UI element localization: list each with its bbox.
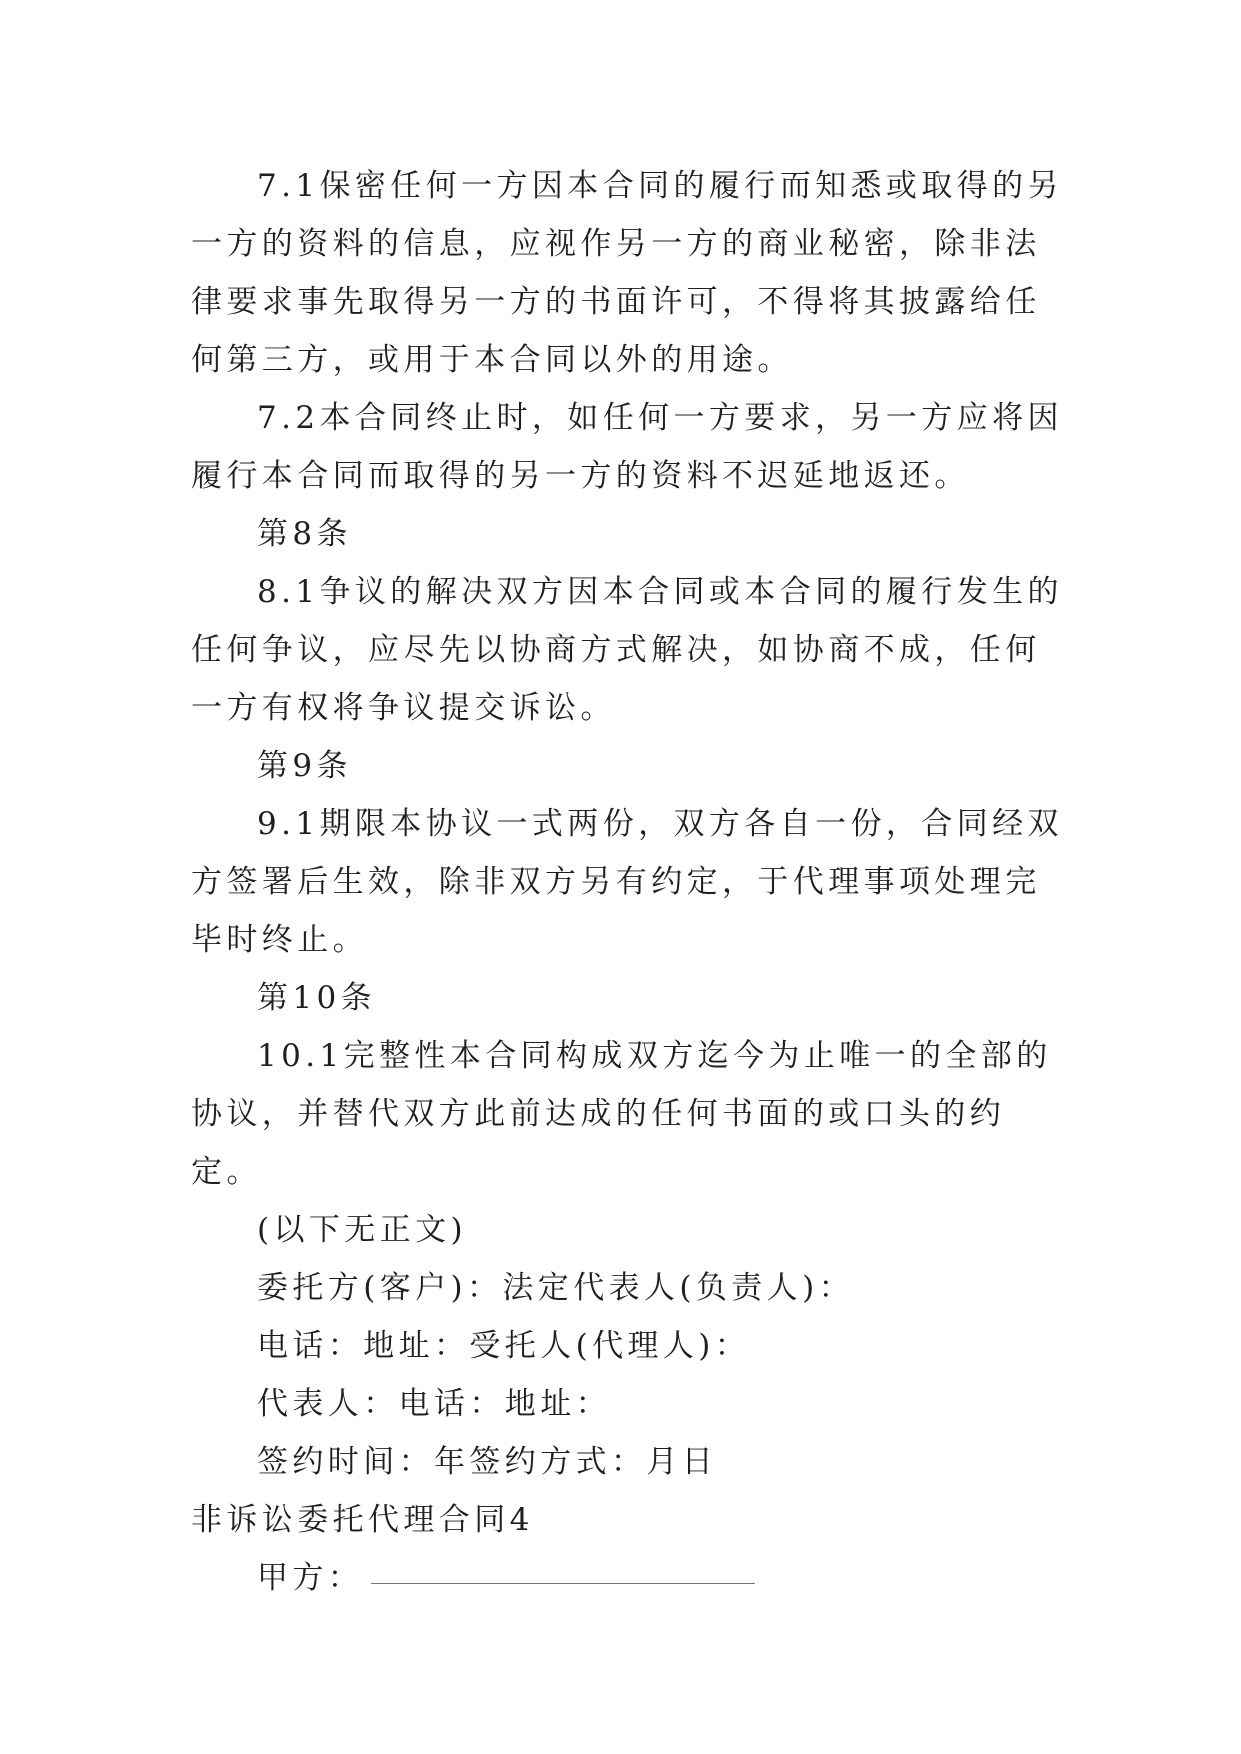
representative-line: 代表人：电话：地址： [257,1386,611,1422]
clause-8-1: 8.1争议的解决双方因本合同或本合同的履行发生的任何争议，应尽先以协商方式解决，如协商不成，任何一方有权将争议提交诉讼。 [191,574,1063,726]
no-further-text-note: (以下无正文) [257,1212,467,1248]
document-body [191,157,1071,1607]
client-signature-line: 委托方(客户)：法定代表人(负责人)： [257,1270,854,1306]
article-9-heading: 第9条 [257,748,352,784]
article-8-heading: 第8条 [257,516,352,552]
contract-title: 非诉讼委托代理合同4 [191,1502,534,1538]
clause-9-1: 9.1期限本协议一式两份，双方各自一份，合同经双方签署后生效，除非双方另有约定，于代理事项处理完毕时终止。 [191,806,1063,958]
party-a-line [191,1549,1071,1607]
clause-7-2: 7.2本合同终止时，如任何一方要求，另一方应将因履行本合同而取得的另一方的资料不迟延地返还。 [191,400,1063,494]
clause-7-1: 7.1保密任何一方因本合同的履行而知悉或取得的另一方的资料的信息，应视作另一方的商业秘密，除非法律要求事先取得另一方的书面许可，不得将其披露给任何第三方，或用于本合同以外的用途。 [191,168,1063,378]
party-a-blank-field [371,1583,755,1584]
phone-address-line: 电话：地址：受托人(代理人)： [257,1328,751,1364]
signing-time-line: 签约时间：年签约方式：月日 [257,1444,718,1480]
article-10-heading: 第10条 [257,980,377,1016]
clause-10-1: 10.1完整性本合同构成双方迄今为止唯一的全部的协议，并替代双方此前达成的任何书面的或口头的约定。 [191,1038,1052,1190]
party-a-label: 甲方： [257,1560,364,1596]
